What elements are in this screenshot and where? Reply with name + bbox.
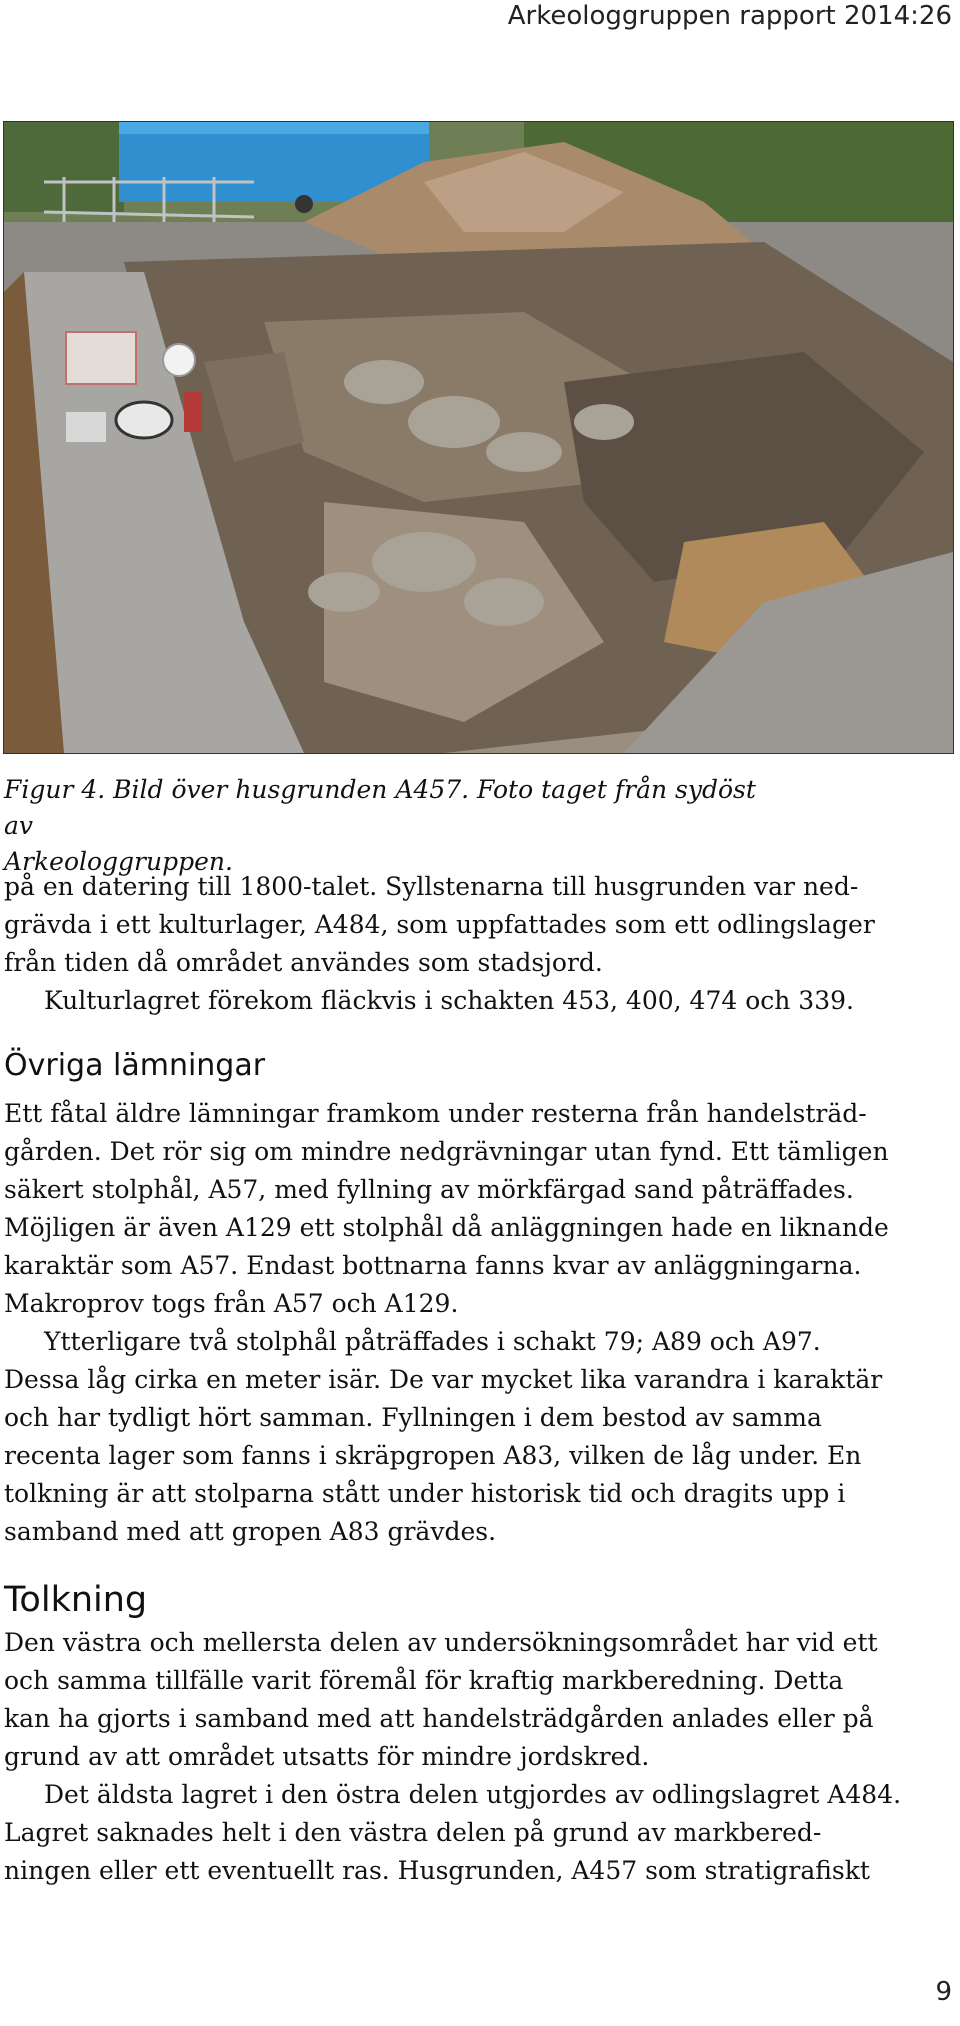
tolkning-text bbox=[4, 1624, 901, 1890]
text-line: från tiden då området användes som stadsjord. bbox=[4, 948, 603, 977]
text-line: Möjligen är även A129 ett stolphål då anläggningen hade en liknande bbox=[4, 1213, 889, 1242]
text-line: ningen eller ett eventuellt ras. Husgrunden, A457 som stratigrafiskt bbox=[4, 1856, 870, 1885]
plastic-box bbox=[66, 332, 136, 384]
text-line: gården. Det rör sig om mindre nedgrävningar utan fynd. Ett tämligen bbox=[4, 1137, 889, 1166]
page-number: 9 bbox=[935, 1977, 952, 2007]
text-line: Dessa låg cirka en meter isär. De var mycket lika varandra i karaktär bbox=[4, 1365, 883, 1394]
ovriga-paragraph-1 bbox=[4, 1095, 889, 1323]
text-line: Ett fåtal äldre lämningar framkom under resterna från handelsträd- bbox=[4, 1099, 867, 1128]
text-line: kan ha gjorts i samband med att handelsträdgården anlades eller på bbox=[4, 1704, 874, 1733]
text-line: Lagret saknades helt i den västra delen på grund av markbered- bbox=[4, 1818, 822, 1847]
text-line: recenta lager som fanns i skräpgropen A83, vilken de låg under. En bbox=[4, 1441, 862, 1470]
text-line: och har tydligt hört samman. Fyllningen i dem bestod av samma bbox=[4, 1403, 822, 1432]
ovriga-text bbox=[4, 1095, 889, 1551]
excavation-photo bbox=[3, 121, 954, 754]
text-line: Ytterligare två stolphål påträffades i schakt 79; A89 och A97. bbox=[44, 1327, 821, 1356]
section-heading-tolkning: Tolkning bbox=[4, 1580, 148, 1620]
text-line: Kulturlagret förekom fläckvis i schakten 453, 400, 474 och 339. bbox=[44, 986, 854, 1015]
text-line: Makroprov togs från A57 och A129. bbox=[4, 1289, 459, 1318]
intro-text bbox=[4, 868, 875, 1020]
text-line: och samma tillfälle varit föremål för kraftig markberedning. Detta bbox=[4, 1666, 844, 1695]
tolkning-paragraph-2 bbox=[4, 1776, 901, 1890]
intro-paragraph-2 bbox=[4, 982, 875, 1020]
text-line: grund av att området utsatts för mindre jordskred. bbox=[4, 1742, 650, 1771]
measuring-tape bbox=[116, 402, 172, 438]
helmet bbox=[163, 344, 195, 376]
text-line: grävda i ett kulturlager, A484, som uppfattades som ett odlingslager bbox=[4, 910, 875, 939]
text-line: karaktär som A57. Endast bottnarna fanns kvar av anläggningarna. bbox=[4, 1251, 862, 1280]
running-header: Arkeologgruppen rapport 2014:26 bbox=[507, 1, 952, 31]
caption-line: Arkeologgruppen. bbox=[4, 847, 233, 876]
tolkning-paragraph-1 bbox=[4, 1624, 901, 1776]
ovriga-paragraph-2 bbox=[4, 1323, 889, 1551]
text-line: på en datering till 1800-talet. Syllstenarna till husgrunden var ned- bbox=[4, 872, 859, 901]
excavation-photo-illustration bbox=[4, 122, 953, 753]
text-line: säkert stolphål, A57, med fyllning av mörkfärgad sand påträffades. bbox=[4, 1175, 854, 1204]
text-line: Den västra och mellersta delen av undersökningsområdet har vid ett bbox=[4, 1628, 878, 1657]
text-line: samband med att gropen A83 grävdes. bbox=[4, 1517, 497, 1546]
intro-paragraph-1 bbox=[4, 868, 875, 982]
section-heading-ovriga-lamningar: Övriga lämningar bbox=[4, 1048, 266, 1083]
figure-caption bbox=[4, 772, 764, 880]
text-line: tolkning är att stolparna stått under historisk tid och dragits upp i bbox=[4, 1479, 846, 1508]
text-line: Det äldsta lagret i den östra delen utgjordes av odlingslagret A484. bbox=[44, 1780, 902, 1809]
caption-line: Figur 4. Bild över husgrunden A457. Foto taget från sydöst av bbox=[4, 775, 756, 840]
